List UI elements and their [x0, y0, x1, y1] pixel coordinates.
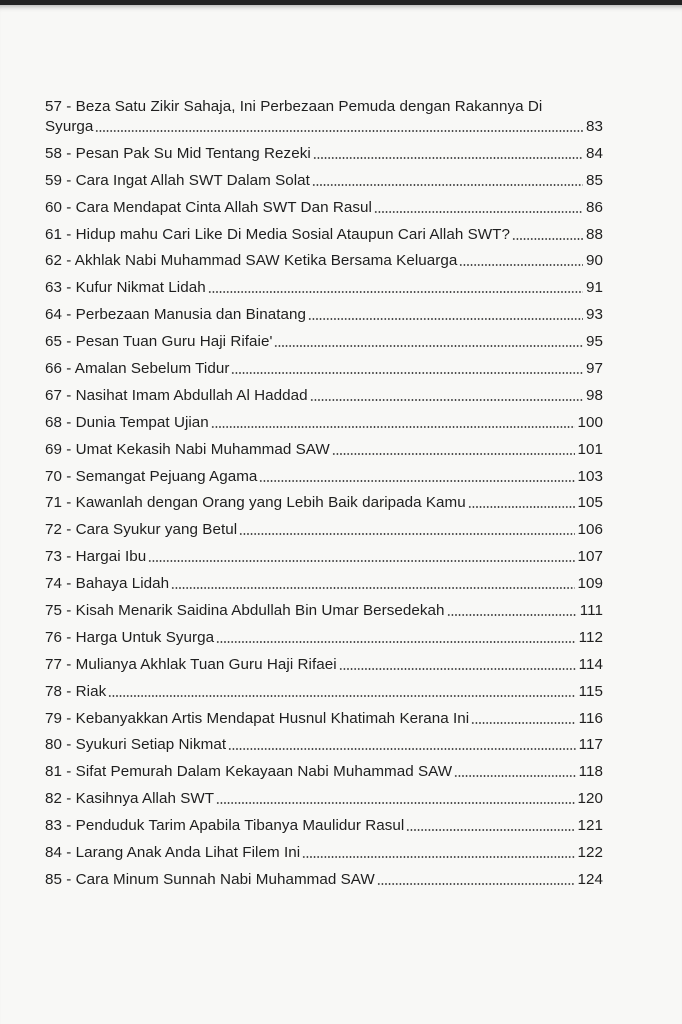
- toc-entry-page-number: 106: [577, 521, 603, 539]
- toc-entry: [45, 601, 603, 621]
- toc-entry-page-number: 93: [586, 306, 603, 324]
- dot-leader: [108, 695, 575, 697]
- toc-entry-title: 72 - Cara Syukur yang Betul: [45, 521, 238, 539]
- toc-entry-page-number: 83: [586, 118, 603, 135]
- toc-entry-page-number: 117: [578, 736, 603, 754]
- toc-entry-title: 81 - Sifat Pemurah Dalam Kekayaan Nabi Muhammad SAW: [45, 763, 453, 781]
- toc-entry-title: 63 - Kufur Nikmat Lidah: [45, 279, 206, 297]
- toc-entry-title: 62 - Akhlak Nabi Muhammad SAW Ketika Bersama Keluarga: [45, 252, 458, 270]
- toc-entry: [45, 359, 603, 379]
- toc-entry: [45, 225, 603, 245]
- toc-entry: [45, 547, 603, 567]
- toc-entry-page-number: 100: [577, 413, 603, 431]
- toc-entry-title: 74 - Bahaya Lidah: [45, 575, 170, 593]
- toc-entry-page-number: 115: [578, 682, 603, 700]
- toc-entry: [45, 278, 603, 298]
- toc-entry-title: 75 - Kisah Menarik Saidina Abdullah Bin Umar Bersedekah: [45, 602, 445, 620]
- toc-entry-title: 61 - Hidup mahu Cari Like Di Media Sosial Ataupun Cari Allah SWT?: [45, 225, 510, 243]
- toc-entry-page-number: 122: [577, 844, 603, 862]
- toc-entry-title: 69 - Umat Kekasih Nabi Muhammad SAW: [45, 440, 330, 458]
- toc-entry-title: 83 - Penduduk Tarim Apabila Tibanya Maulidur Rasul: [45, 817, 405, 835]
- toc-entry: [45, 413, 603, 433]
- toc-entry-title: 67 - Nasihat Imam Abdullah Al Haddad: [45, 386, 308, 404]
- toc-entry: [45, 816, 603, 836]
- toc-entry: [45, 789, 603, 809]
- dot-leader: [208, 291, 583, 293]
- toc-entry-title: 79 - Kebanyakkan Artis Mendapat Husnul Khatimah Kerana Ini: [45, 709, 470, 727]
- toc-entry-title: 85 - Cara Minum Sunnah Nabi Muhammad SAW: [45, 870, 375, 888]
- toc-entry-page-number: 98: [586, 386, 603, 404]
- dot-leader: [374, 211, 583, 213]
- toc-entry-page-number: 116: [578, 709, 603, 727]
- toc-entry-page-number: 111: [579, 602, 603, 620]
- toc-entry-page-number: 97: [586, 360, 603, 378]
- toc-entry: [45, 762, 603, 782]
- dot-leader: [454, 775, 575, 777]
- dot-leader: [148, 560, 574, 562]
- toc-entry: [45, 870, 603, 890]
- dot-leader: [95, 130, 583, 132]
- toc-entry-title: 84 - Larang Anak Anda Lihat Filem Ini: [45, 844, 301, 862]
- dot-leader: [377, 883, 575, 885]
- toc-entry: [45, 171, 603, 191]
- dot-leader: [512, 238, 583, 240]
- toc-entry-title: 59 - Cara Ingat Allah SWT Dalam Solat: [45, 171, 310, 189]
- toc-entry: [45, 682, 603, 702]
- toc-entry-title: 66 - Amalan Sebelum Tidur: [45, 360, 230, 378]
- toc-entry-page-number: 86: [586, 198, 603, 216]
- toc-entry-title: 76 - Harga Untuk Syurga: [45, 628, 215, 646]
- toc-entry: [45, 735, 603, 755]
- toc-entry: [45, 305, 603, 325]
- toc-entry-page-number: 91: [586, 279, 603, 297]
- toc-entry-page-number: 90: [586, 252, 603, 270]
- toc-entry-page-number: 107: [577, 548, 603, 566]
- toc-entry: [45, 144, 603, 164]
- toc-entry: [45, 493, 603, 513]
- dot-leader: [171, 587, 574, 589]
- toc-entry-title: 77 - Mulianya Akhlak Tuan Guru Haji Rifaei: [45, 655, 337, 673]
- toc-entry: [45, 574, 603, 594]
- dot-leader: [302, 856, 574, 858]
- dot-leader: [468, 506, 575, 508]
- toc-entry: [45, 332, 603, 352]
- toc-entry-page-number: 88: [586, 225, 603, 243]
- dot-leader: [308, 318, 583, 320]
- toc-entry-title: 58 - Pesan Pak Su Mid Tentang Rezeki: [45, 144, 311, 162]
- toc-entry-page-number: 112: [578, 628, 603, 646]
- dot-leader: [459, 264, 583, 266]
- toc-entry-title: 78 - Riak: [45, 682, 107, 700]
- dot-leader: [406, 829, 574, 831]
- toc-entry: [45, 709, 603, 729]
- toc-entry-page-number: 120: [577, 790, 603, 808]
- dot-leader: [216, 802, 574, 804]
- toc-entry: [45, 467, 603, 487]
- toc-entry-page-number: 103: [577, 467, 603, 485]
- dot-leader: [447, 614, 577, 616]
- toc-entry-title: 65 - Pesan Tuan Guru Haji Rifaie': [45, 333, 273, 351]
- toc-entry-title-continuation: Syurga: [45, 118, 94, 135]
- dot-leader: [231, 372, 583, 374]
- toc-entry: [45, 655, 603, 675]
- toc-entry-page-number: 101: [577, 440, 603, 458]
- toc-entry: [45, 440, 603, 460]
- dot-leader: [312, 184, 583, 186]
- toc-entry-page-number: 84: [586, 144, 603, 162]
- dot-leader: [332, 453, 575, 455]
- dot-leader: [471, 722, 575, 724]
- toc-entry-page-number: 95: [586, 333, 603, 351]
- toc-entry: [45, 251, 603, 271]
- dot-leader: [313, 157, 583, 159]
- book-page: [0, 5, 682, 1024]
- dot-leader: [211, 426, 575, 428]
- toc-entry: [45, 386, 603, 406]
- toc-entry-title: 60 - Cara Mendapat Cinta Allah SWT Dan Rasul: [45, 198, 372, 216]
- toc-entry: [45, 520, 603, 540]
- toc-entry: [45, 628, 603, 648]
- toc-entry-title: 73 - Hargai Ibu: [45, 548, 147, 566]
- dot-leader: [339, 668, 576, 670]
- toc-entry-title: 64 - Perbezaan Manusia dan Binatang: [45, 306, 306, 324]
- toc-entry-title: 82 - Kasihnya Allah SWT: [45, 790, 215, 808]
- toc-entry-continuation-line: [45, 117, 603, 137]
- toc-entry-page-number: 114: [578, 655, 603, 673]
- toc-entry-page-number: 121: [577, 817, 603, 835]
- dot-leader: [274, 345, 583, 347]
- toc-entry-title: 70 - Semangat Pejuang Agama: [45, 467, 258, 485]
- toc-entry: [45, 97, 603, 137]
- dot-leader: [228, 748, 576, 750]
- toc-entry-page-number: 109: [577, 575, 603, 593]
- dot-leader: [310, 399, 583, 401]
- toc-entry-title: 57 - Beza Satu Zikir Sahaja, Ini Perbezaan Pemuda dengan Rakannya Di: [45, 98, 543, 115]
- table-of-contents: [45, 97, 603, 897]
- toc-entry-title: 68 - Dunia Tempat Ujian: [45, 413, 209, 431]
- toc-entry-page-number: 105: [577, 494, 603, 512]
- toc-entry: [45, 198, 603, 218]
- toc-entry: [45, 843, 603, 863]
- toc-entry-title: 71 - Kawanlah dengan Orang yang Lebih Baik daripada Kamu: [45, 494, 466, 512]
- toc-entry-page-number: 85: [586, 171, 603, 189]
- toc-entry-page-number: 118: [578, 763, 603, 781]
- dot-leader: [239, 533, 574, 535]
- dot-leader: [259, 480, 574, 482]
- toc-entry-title: 80 - Syukuri Setiap Nikmat: [45, 736, 227, 754]
- toc-entry-page-number: 124: [577, 870, 603, 888]
- dot-leader: [216, 641, 575, 643]
